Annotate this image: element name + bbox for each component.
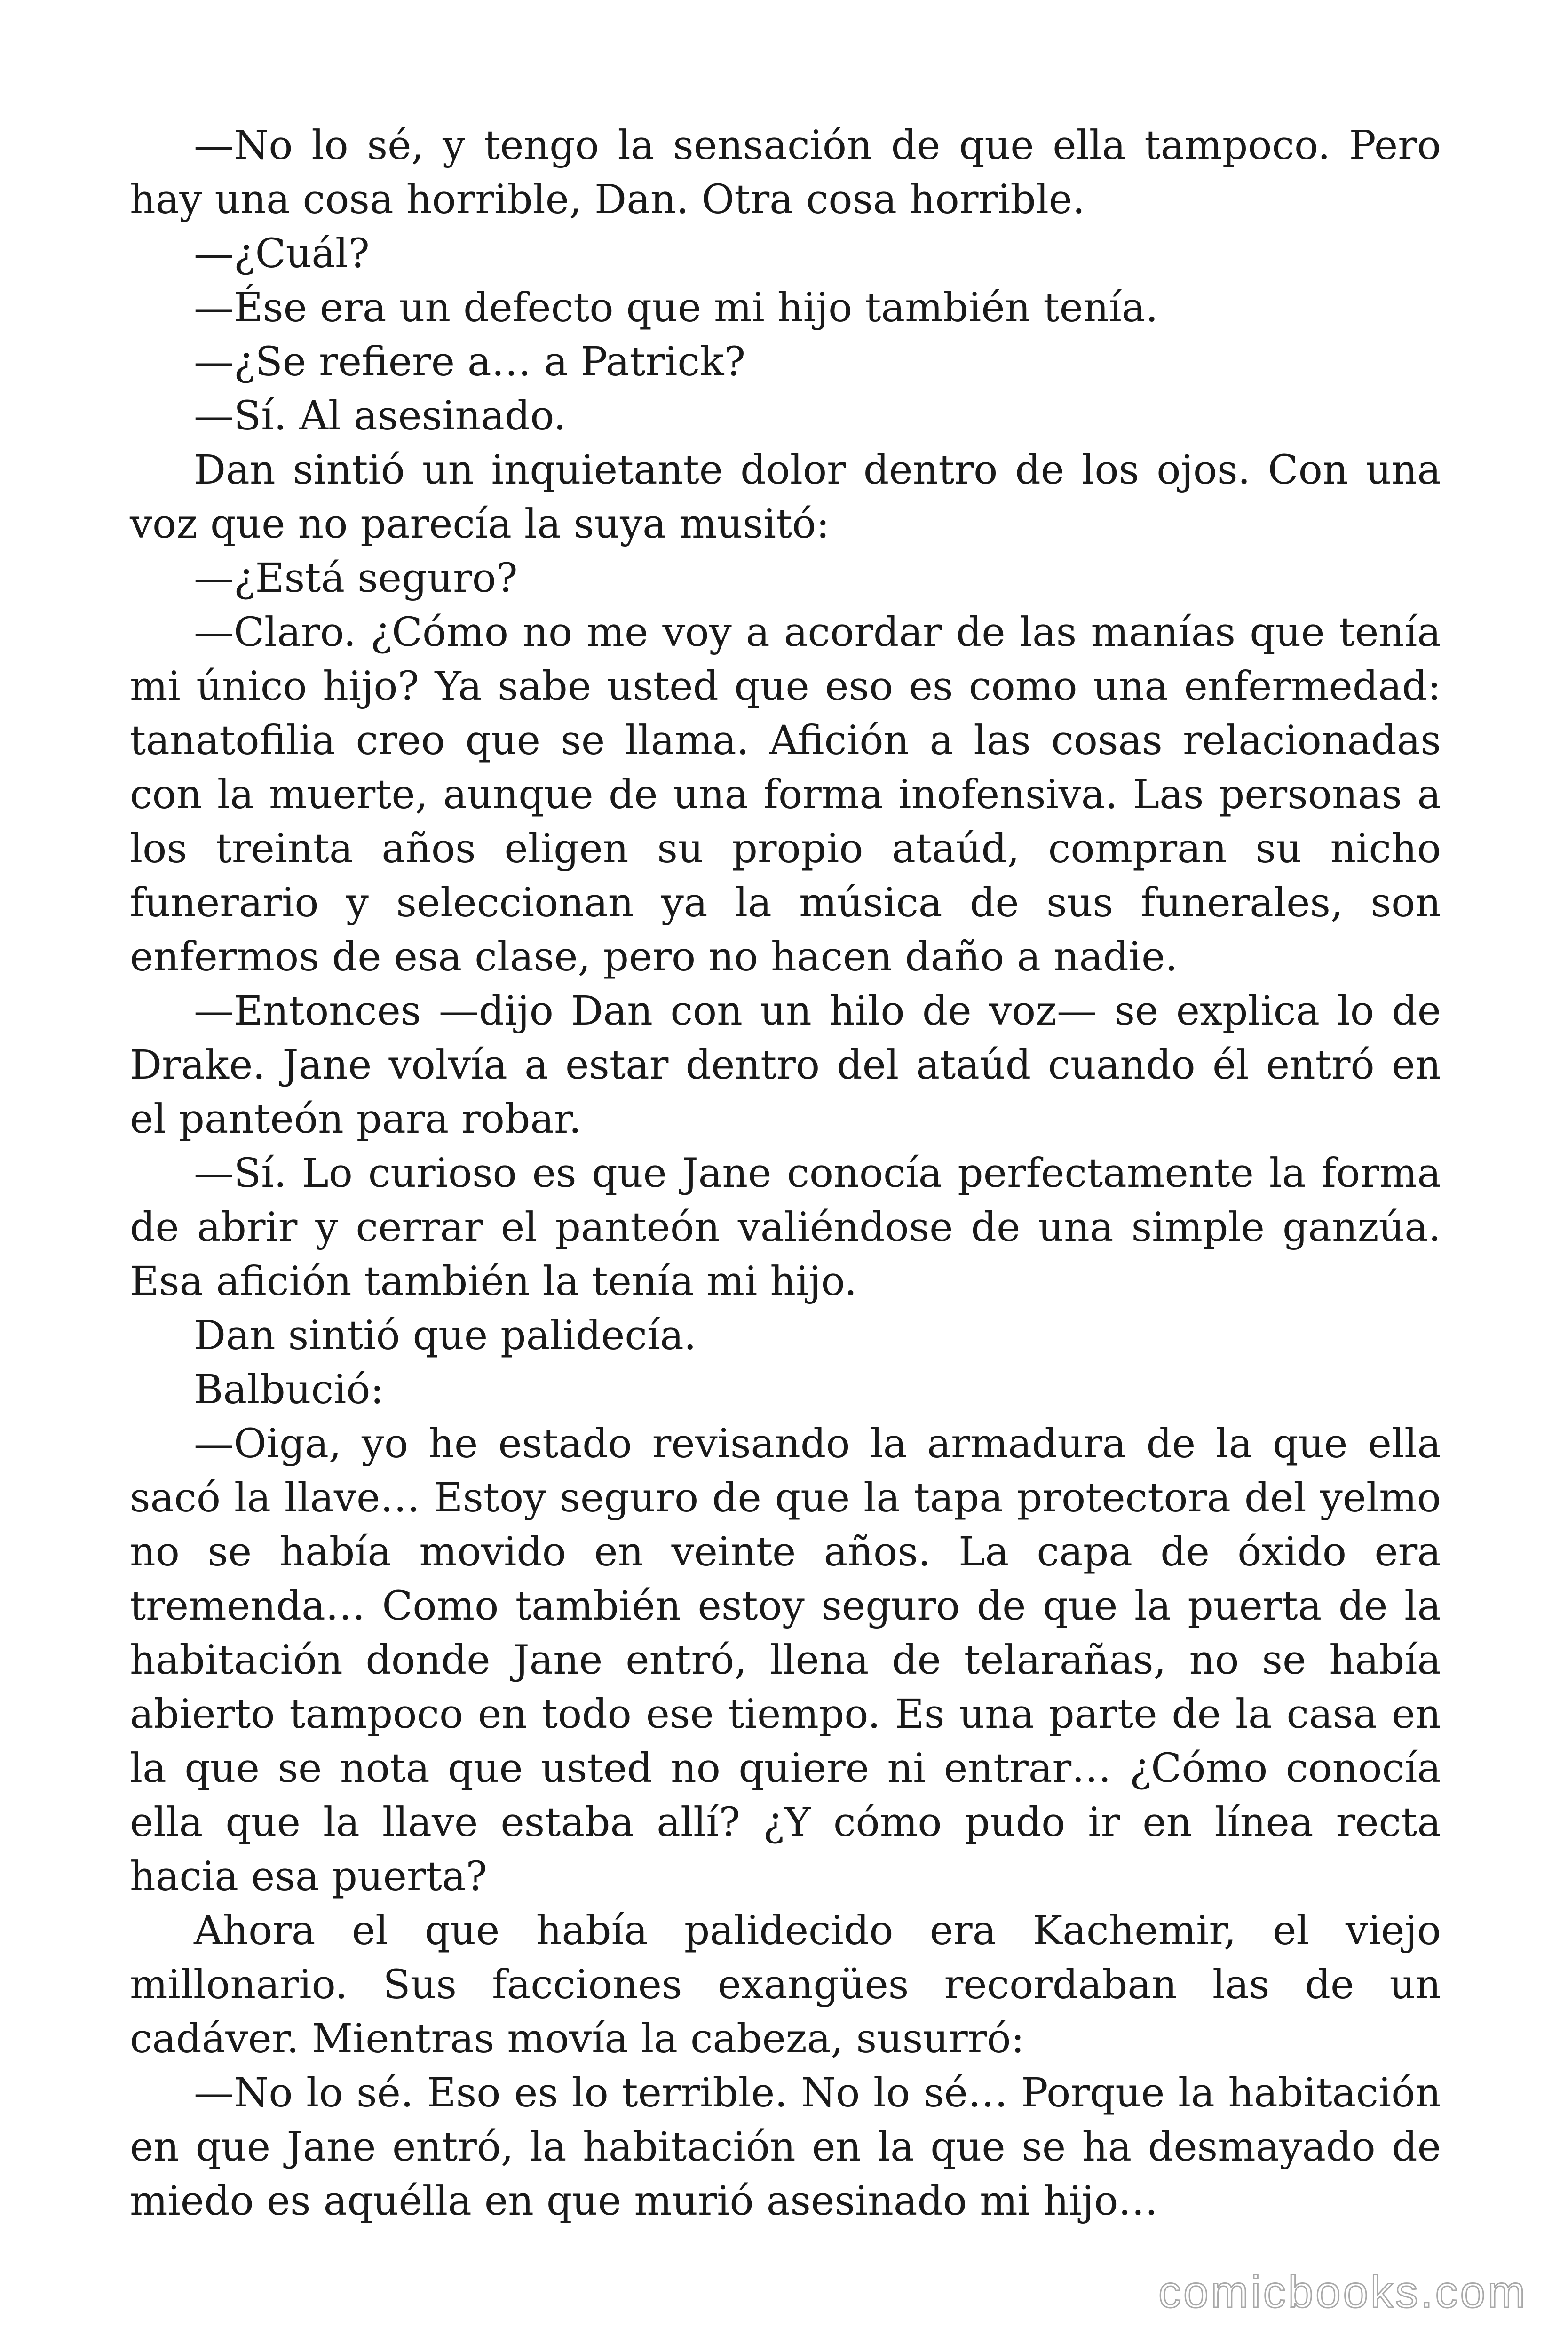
paragraph: —Sí. Al asesinado.: [194, 393, 566, 439]
paragraph: —Oiga, yo he estado revisando la armadura de la que ella sacó la llave… Estoy seguro de que la tapa protectora del yelmo no se había movido en veinte años. La capa de óxido era tremenda… Como también estoy seguro de que la puerta de la habitación donde Jane entró, llena de telarañas, no se había abierto tampoco en todo ese tiempo. Es una parte de la casa en la que se nota que usted no quiere ni entrar… ¿Cómo conocía ella que la llave estaba allí? ¿Y cómo pudo ir en línea recta hacia esa puerta?: [130, 1421, 1441, 1900]
paragraph: Dan sintió un inquietante dolor dentro de los ojos. Con una voz que no parecía la suya musitó:: [130, 447, 1441, 548]
paragraph: —No lo sé, y tengo la sensación de que ella tampoco. Pero hay una cosa horrible, Dan. Otra cosa horrible.: [130, 122, 1441, 223]
watermark-text: comicbooks.com: [1158, 2267, 1528, 2317]
paragraph: —Ése era un defecto que mi hijo también tenía.: [194, 285, 1158, 331]
paragraph: —Claro. ¿Cómo no me voy a acordar de las manías que tenía mi único hijo? Ya sabe usted que eso es como una enfermedad: tanatofilia creo que se llama. Afición a las cosas relacionadas con la muerte, aunque de una forma inofensiva. Las personas a los treinta años eligen su propio ataúd, compran su nicho funerario y seleccionan ya la música de sus funerales, son enfermos de esa clase, pero no hacen daño a nadie.: [130, 609, 1441, 980]
paragraph: —No lo sé. Eso es lo terrible. No lo sé… Porque la habitación en que Jane entró, la habitación en la que se ha desmayado de miedo es aquélla en que murió asesinado mi hijo…: [130, 2070, 1441, 2225]
paragraph: —¿Cuál?: [194, 230, 370, 277]
paragraph: —Sí. Lo curioso es que Jane conocía perfectamente la forma de abrir y cerrar el panteón valiéndose de una simple ganzúa. Esa afición también la tenía mi hijo.: [130, 1150, 1441, 1305]
paragraph: Dan sintió que palidecía.: [194, 1312, 697, 1359]
paragraph: —¿Está seguro?: [194, 555, 518, 602]
paragraph: —Entonces —dijo Dan con un hilo de voz— se explica lo de Drake. Jane volvía a estar dentro del ataúd cuando él entró en el panteón para robar.: [130, 988, 1441, 1143]
paragraph: Balbució:: [194, 1367, 384, 1413]
paragraph: —¿Se refiere a… a Patrick?: [194, 339, 746, 385]
paragraph: Ahora el que había palidecido era Kachemir, el viejo millonario. Sus facciones exangües recordaban las de un cadáver. Mientras movía la cabeza, susurró:: [130, 1907, 1441, 2062]
page-body-text: [130, 119, 1441, 2228]
